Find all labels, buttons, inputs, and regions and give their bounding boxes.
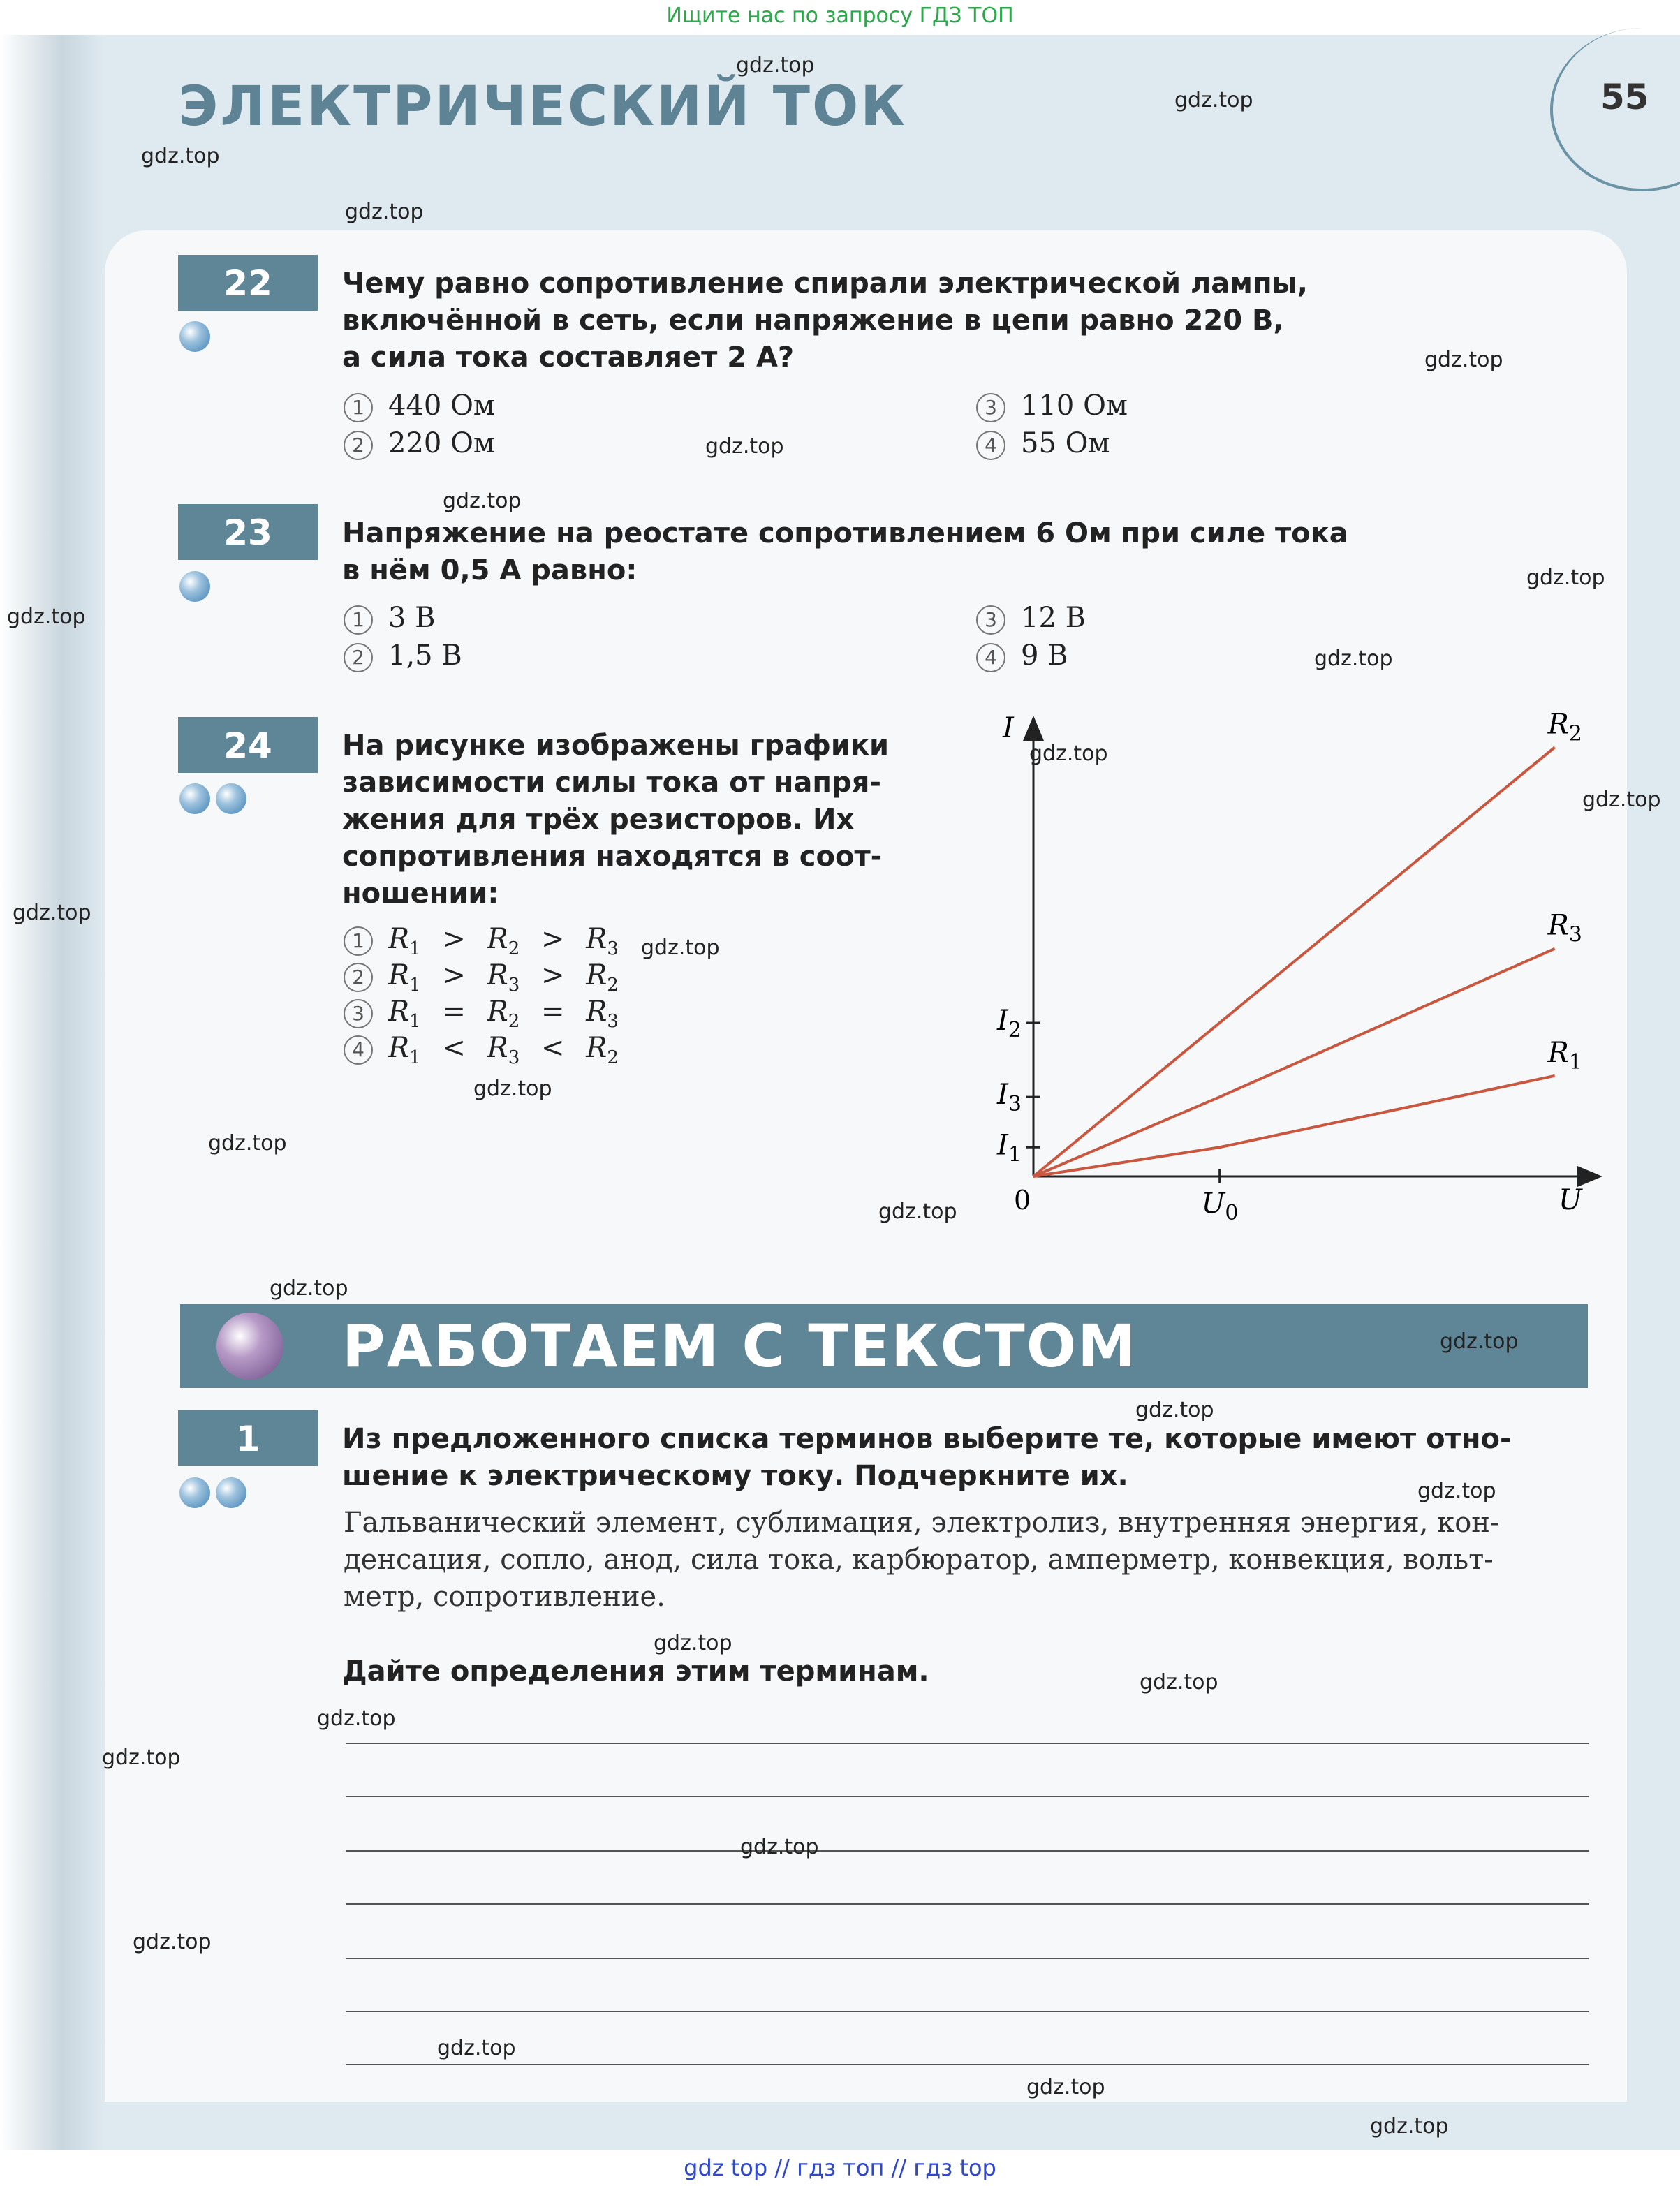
watermark: gdz.top (654, 1631, 732, 1655)
answer-line[interactable] (346, 1903, 1589, 1905)
current-voltage-chart (964, 708, 1634, 1243)
watermark: gdz.top (7, 605, 86, 629)
bottom-banner[interactable]: gdz top // гдз топ // гдз top (0, 2150, 1680, 2186)
option-24-3[interactable]: 3 $R_1 = R_2 = R_3$ (344, 996, 619, 1032)
question-22-text: Чему равно сопротивление спирали электрической лампы, включённой в сеть, если напряжение в цепи равно 220 В, а сила тока составляет 2 А? (342, 267, 1308, 374)
option-23-3[interactable]: 3 12 В (976, 602, 1086, 635)
watermark: gdz.top (141, 144, 220, 168)
question-23-text: Напряжение на реостате сопротивлением 6 Ом при силе тока в нём 0,5 А равно: (342, 517, 1348, 586)
page-number: 55 (1600, 77, 1649, 117)
answer-line[interactable] (346, 1850, 1589, 1852)
y-axis-label: I (1003, 712, 1014, 744)
watermark: gdz.top (317, 1706, 396, 1731)
option-22-3[interactable]: 3 110 Ом (976, 390, 1128, 422)
series-line-R2 (1033, 747, 1555, 1176)
watermark: gdz.top (1026, 2075, 1105, 2099)
watermark: gdz.top (1440, 1329, 1519, 1354)
answer-line[interactable] (346, 1958, 1589, 1959)
watermark: gdz.top (13, 901, 91, 925)
difficulty-ball-icon (179, 571, 210, 602)
watermark: gdz.top (1135, 1398, 1214, 1422)
answer-line[interactable] (346, 2011, 1589, 2012)
watermark: gdz.top (437, 2036, 516, 2060)
top-banner[interactable]: Ищите нас по запросу ГДЗ ТОП (0, 0, 1680, 35)
watermark: gdz.top (641, 936, 720, 960)
x-tick-label-U0: $U_0$ (1201, 1188, 1239, 1225)
difficulty-ball-icon (179, 321, 210, 352)
option-24-2[interactable]: 2 $R_1 > R_3 > R_2$ (344, 959, 619, 996)
task-number-1: 1 (178, 1410, 318, 1466)
section-title: РАБОТАЕМ С ТЕКСТОМ (342, 1312, 1137, 1380)
watermark: gdz.top (1417, 1479, 1496, 1503)
watermark: gdz.top (270, 1276, 348, 1301)
series-label-R3: $R_3$ (1547, 909, 1582, 947)
watermark: gdz.top (345, 200, 424, 224)
watermark: gdz.top (740, 1835, 819, 1859)
x-axis-label: U (1559, 1184, 1582, 1216)
watermark: gdz.top (736, 53, 815, 77)
option-23-4[interactable]: 4 9 В (976, 640, 1068, 672)
watermark: gdz.top (705, 434, 784, 459)
series-label-R2: $R_2$ (1547, 708, 1582, 746)
section-ball-icon (216, 1313, 283, 1380)
answer-line[interactable] (346, 1743, 1589, 1744)
watermark: gdz.top (1029, 741, 1108, 766)
y-tick-label-I2: $I_2$ (997, 1004, 1022, 1042)
question-24-text: На рисунке изображены графики зависимости силы тока от напря- жения для трёх резисторов. Их сопротивления находятся в соот- ношении: (342, 730, 890, 910)
y-tick-label-I3: $I_3$ (997, 1079, 1022, 1117)
difficulty-ball-icon (216, 783, 246, 814)
watermark: gdz.top (1314, 647, 1393, 671)
option-24-1[interactable]: 1 $R_1 > R_2 > R_3$ (344, 923, 619, 959)
option-22-4[interactable]: 4 55 Ом (976, 427, 1110, 460)
answer-line[interactable] (346, 2064, 1589, 2065)
task-1-text: Из предложенного списка терминов выберите те, которые имеют отно- шение к электрическому току. Подчеркните их. (342, 1423, 1512, 1492)
answer-line[interactable] (346, 1796, 1589, 1797)
question-number-24: 24 (178, 717, 318, 773)
watermark: gdz.top (133, 1930, 212, 1954)
series-label-R1: $R_1$ (1547, 1036, 1582, 1074)
watermark: gdz.top (473, 1077, 552, 1101)
watermark: gdz.top (1140, 1670, 1218, 1694)
series-line-R3 (1033, 949, 1555, 1176)
watermark: gdz.top (1370, 2114, 1449, 2139)
chapter-title: ЭЛЕКТРИЧЕСКИЙ ТОК (178, 75, 908, 138)
page-spine (0, 35, 105, 2150)
question-number-22: 22 (178, 255, 318, 311)
definitions-prompt: Дайте определения этим терминам. (342, 1655, 929, 1687)
series-line-R1 (1033, 1076, 1555, 1176)
y-tick-label-I1: $I_1$ (997, 1129, 1022, 1167)
watermark: gdz.top (1424, 348, 1503, 372)
difficulty-ball-icon (179, 1477, 210, 1508)
origin-label: 0 (1014, 1185, 1031, 1216)
watermark: gdz.top (1582, 788, 1661, 812)
difficulty-ball-icon (216, 1477, 246, 1508)
terms-list: Гальванический элемент, сублимация, электролиз, внутренняя энергия, кон- денсация, сопло, анод, сила тока, карбюратор, амперметр, конвекция, вольт- метр, сопротивление. (344, 1507, 1500, 1613)
option-22-1[interactable]: 1 440 Ом (344, 390, 495, 422)
watermark: gdz.top (878, 1199, 957, 1224)
option-24-4[interactable]: 4 $R_1 < R_3 < R_2$ (344, 1032, 619, 1068)
watermark: gdz.top (443, 489, 522, 513)
option-22-2[interactable]: 2 220 Ом (344, 427, 495, 460)
difficulty-ball-icon (179, 783, 210, 814)
watermark: gdz.top (208, 1131, 287, 1155)
watermark: gdz.top (1526, 566, 1605, 590)
option-23-1[interactable]: 1 3 В (344, 602, 436, 635)
watermark: gdz.top (102, 1745, 181, 1770)
option-23-2[interactable]: 2 1,5 В (344, 640, 462, 672)
watermark: gdz.top (1174, 88, 1253, 112)
question-number-23: 23 (178, 504, 318, 560)
